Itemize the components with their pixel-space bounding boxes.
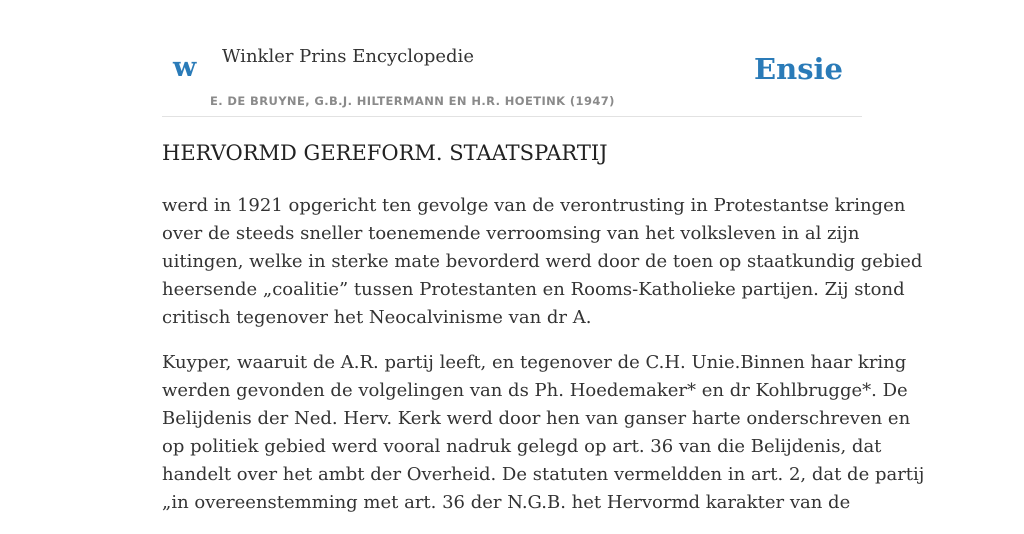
text-line: werd in 1921 opgericht ten gevolge van de verontrusting in Protestantse kringen [162, 195, 906, 216]
site-header [162, 0, 862, 117]
text-line: critisch tegenover het Neocalvinisme van dr A. [162, 307, 592, 328]
page [162, 0, 925, 513]
text-line: op politiek gebied werd vooral nadruk gelegd op art. 36 van die Belijdenis, dat [162, 436, 882, 457]
text-line: heersende „coalitie” tussen Protestanten en Rooms-Katholieke partijen. Zij stond [162, 279, 905, 300]
text-line: over de steeds sneller toenemende verroomsing van het volksleven in al zijn [162, 223, 860, 244]
text-line: handelt over het ambt der Overheid. De statuten vermeldden in art. 2, dat de partij [162, 464, 925, 485]
text-line: „in overeenstemming met art. 36 der N.G.B. het Hervormd karakter van de [162, 492, 851, 513]
text-line: uitingen, welke in sterke mate bevorderd werd door de toen op staatkundig gebied [162, 251, 923, 272]
text-line: werden gevonden de volgelingen van ds Ph. Hoedemaker* en dr Kohlbrugge*. De [162, 380, 908, 401]
source-authors: E. DE BRUYNE, G.B.J. HILTERMANN EN H.R. HOETINK (1947) [210, 94, 615, 108]
text-line: Belijdenis der Ned. Herv. Kerk werd door hen van ganser harte onderschreven en [162, 408, 911, 429]
paragraph [162, 192, 923, 332]
text-line: Kuyper, waaruit de A.R. partij leeft, en tegenover de C.H. Unie.Binnen haar kring [162, 352, 907, 373]
article-body [162, 192, 925, 534]
ensie-logo[interactable]: Ensie [754, 52, 843, 86]
article-title: HERVORMD GEREFORM. STAATSPARTIJ [162, 141, 608, 165]
site-title[interactable]: Winkler Prins Encyclopedie [222, 46, 474, 67]
winkler-prins-logo-icon[interactable]: w [173, 52, 197, 83]
paragraph [162, 349, 925, 517]
